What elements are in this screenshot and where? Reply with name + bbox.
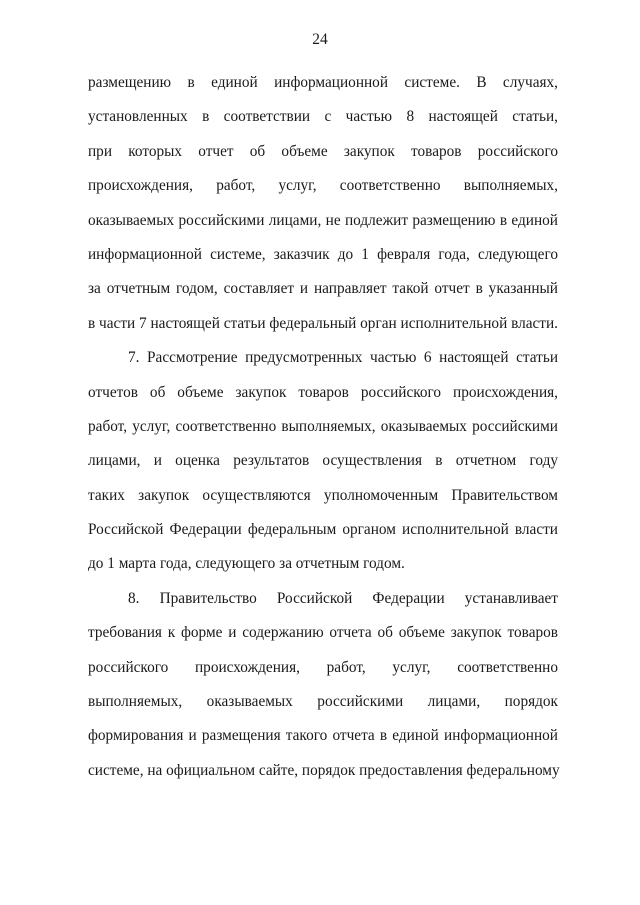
- text-line: таких закупок осуществляются уполномоченным Правительством: [88, 486, 558, 504]
- text-line: размещению в единой информационной системе. В случаях,: [88, 74, 558, 91]
- text-line: происхождения, работ, услуг, соответственно выполняемых,: [88, 177, 558, 195]
- text-line: за отчетным годом, составляет и направляет такой отчет в указанный: [88, 280, 558, 298]
- text-line: системе, на официальном сайте, порядок предоставления федеральному: [88, 761, 560, 779]
- text-line: формирования и размещения такого отчета в единой информационной: [88, 727, 558, 745]
- text-line: информационной системе, заказчик до 1 февраля года, следующего: [88, 245, 558, 263]
- paragraph-8: [88, 582, 558, 788]
- text-line: требования к форме и содержанию отчета об объеме закупок товаров: [88, 624, 558, 642]
- text-line: отчетов об объеме закупок товаров российского происхождения,: [88, 383, 558, 401]
- text-line: 7. Рассмотрение предусмотренных частью 6 настоящей статьи: [128, 349, 558, 367]
- text-line: установленных в соответствии с частью 8 настоящей статьи,: [88, 108, 558, 126]
- text-line: 8. Правительство Российской Федерации устанавливает: [128, 589, 558, 607]
- text-line: до 1 марта года, следующего за отчетным годом.: [88, 555, 405, 573]
- text-line: оказываемых российскими лицами, не подлежит размещению в единой: [88, 211, 558, 229]
- paragraph-7: [88, 341, 558, 582]
- text-line: в части 7 настоящей статьи федеральный орган исполнительной власти.: [88, 314, 559, 332]
- document-body: [88, 66, 558, 788]
- paragraph-continuation: [88, 66, 558, 341]
- text-line: работ, услуг, соответственно выполняемых, оказываемых российскими: [88, 417, 558, 435]
- text-line: российского происхождения, работ, услуг, соответственно: [88, 658, 558, 676]
- text-line: Российской Федерации федеральным органом исполнительной власти: [88, 521, 558, 539]
- text-line: при которых отчет об объеме закупок товаров российского: [88, 142, 558, 160]
- text-line: лицами, и оценка результатов осуществления в отчетном году: [88, 452, 558, 470]
- page-number: 24: [312, 31, 328, 48]
- text-line: выполняемых, оказываемых российскими лицами, порядок: [88, 693, 558, 711]
